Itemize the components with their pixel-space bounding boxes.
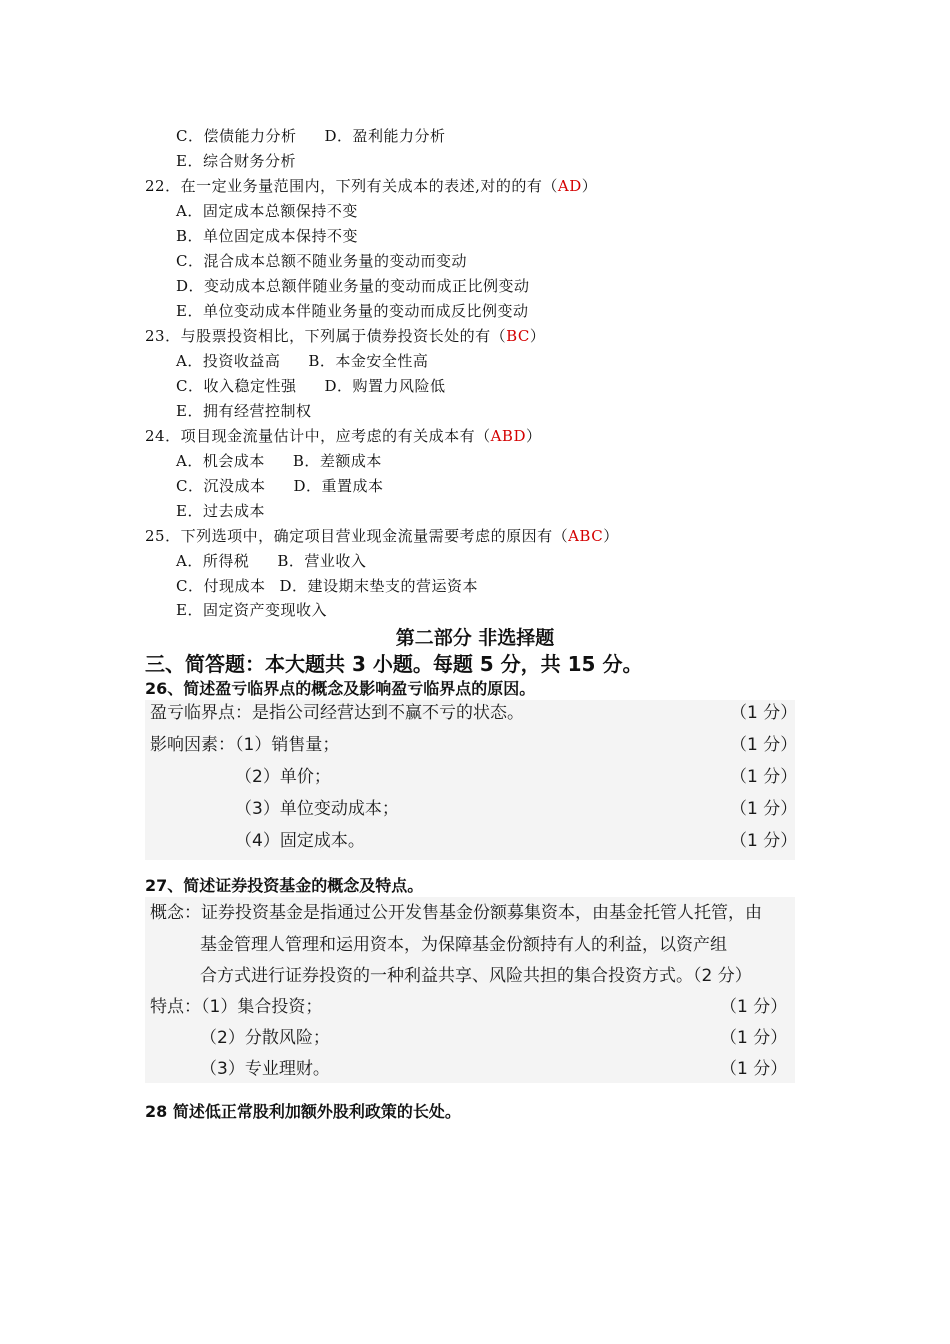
q22-stem-text: 22．在一定业务量范围内，下列有关成本的表述,对的的有（ (145, 177, 558, 195)
q23-option-d: D．购置力风险低 (324, 377, 446, 395)
q21-options-cd (176, 126, 446, 146)
q22-stem (145, 176, 597, 196)
q22-option-d: D．变动成本总额伴随业务量的变动而成正比例变动 (176, 277, 530, 295)
q27-score-1: （1 分） (720, 997, 788, 1017)
q25-option-c: C．付现成本 (176, 577, 266, 595)
q25-stem-text: 25．下列选项中，确定项目营业现金流量需要考虑的原因有（ (145, 527, 569, 545)
q24-answer: ABD (490, 427, 526, 445)
q24-options-ab (176, 451, 382, 471)
q27-title: 27、简述证券投资基金的概念及特点。 (145, 876, 424, 895)
q22-stem-close: ） (581, 177, 598, 195)
q21-option-e: E．综合财务分析 (176, 152, 296, 170)
q23-answer: BC (506, 327, 530, 345)
q25-stem-close: ） (603, 527, 619, 545)
q22-option-c: C．混合成本总额不随业务量的变动而变动 (176, 252, 467, 270)
q23-option-a: A．投资收益高 (176, 352, 281, 370)
q25-options-cd (176, 576, 478, 596)
q24-options-cd (176, 476, 384, 496)
q24-stem (145, 426, 542, 446)
q23-options-ab (176, 351, 428, 371)
q22-answer: AD (557, 177, 582, 195)
q23-stem-text: 23．与股票投资相比，下列属于债券投资长处的有（ (145, 327, 507, 345)
q28-title: 28 简述低正常股利加额外股利政策的长处。 (145, 1102, 461, 1121)
q22-option-e: E．单位变动成本伴随业务量的变动而成反比例变动 (176, 302, 529, 320)
q24-stem-close: ） (525, 427, 542, 445)
q24-option-e: E．过去成本 (176, 502, 265, 520)
q25-option-b: B．营业收入 (277, 552, 367, 570)
q23-option-b: B．本金安全性高 (308, 352, 429, 370)
q26-factor-4: （4）固定成本。 (235, 831, 365, 851)
q27-concept-line3: 合方式进行证券投资的一种利益共享、风险共担的集合投资方式。（2 分） (200, 966, 752, 986)
q26-factor-2: （2）单价； (235, 767, 331, 787)
q21-option-d: D．盈利能力分析 (324, 127, 446, 145)
q27-feature-3: （3）专业理财。 (200, 1059, 330, 1079)
q25-option-a: A．所得税 (176, 552, 250, 570)
q25-answer: ABC (568, 527, 604, 545)
q22-option-b: B．单位固定成本保持不变 (176, 227, 359, 245)
q24-option-d: D．重置成本 (293, 477, 384, 495)
q21-option-c: C．偿债能力分析 (176, 127, 297, 145)
q26-score-3: （1 分） (730, 767, 798, 787)
q23-stem (145, 326, 545, 346)
q27-concept-line2: 基金管理人管理和运用资本，为保障基金份额持有人的利益，以资产组 (200, 935, 727, 955)
q24-stem-text: 24．项目现金流量估计中，应考虑的有关成本有（ (145, 427, 491, 445)
q22-option-a: A．固定成本总额保持不变 (176, 202, 358, 220)
q25-options-ab (176, 551, 366, 571)
q25-option-e: E．固定资产变现收入 (176, 601, 327, 619)
q25-stem (145, 526, 619, 546)
q26-score-5: （1 分） (730, 831, 798, 851)
q26-score-4: （1 分） (730, 799, 798, 819)
q25-option-d: D．建设期末垫支的营运资本 (279, 577, 479, 595)
part2-title: 第二部分 非选择题 (395, 627, 555, 649)
q27-answer-scan (145, 897, 795, 1083)
q26-score-1: （1 分） (730, 703, 798, 723)
q27-concept-line1: 概念：证券投资基金是指通过公开发售基金份额募集资本，由基金托管人托管，由 (150, 903, 762, 923)
q24-option-b: B．差额成本 (292, 452, 382, 470)
q26-score-2: （1 分） (730, 735, 798, 755)
q27-feature-2: （2）分散风险； (200, 1028, 330, 1048)
q23-stem-close: ） (529, 327, 546, 345)
q24-option-a: A．机会成本 (176, 452, 265, 470)
q26-factor-3: （3）单位变动成本； (235, 799, 399, 819)
q27-feature-1: 特点：（1）集合投资； (150, 997, 323, 1017)
q26-factor-1: 影响因素：（1）销售量； (150, 735, 340, 755)
q24-option-c: C．沉没成本 (176, 477, 266, 495)
q23-options-cd (176, 376, 446, 396)
q26-title: 26、简述盈亏临界点的概念及影响盈亏临界点的原因。 (145, 679, 536, 698)
q23-option-c: C．收入稳定性强 (176, 377, 297, 395)
q26-answer-scan (145, 700, 798, 860)
q26-definition: 盈亏临界点：是指公司经营达到不赢不亏的状态。 (150, 703, 524, 723)
q27-score-2: （1 分） (720, 1028, 788, 1048)
q27-score-3: （1 分） (720, 1059, 788, 1079)
section3-title: 三、简答题：本大题共 3 小题。每题 5 分，共 15 分。 (145, 652, 643, 676)
q23-option-e: E．拥有经营控制权 (176, 402, 312, 420)
